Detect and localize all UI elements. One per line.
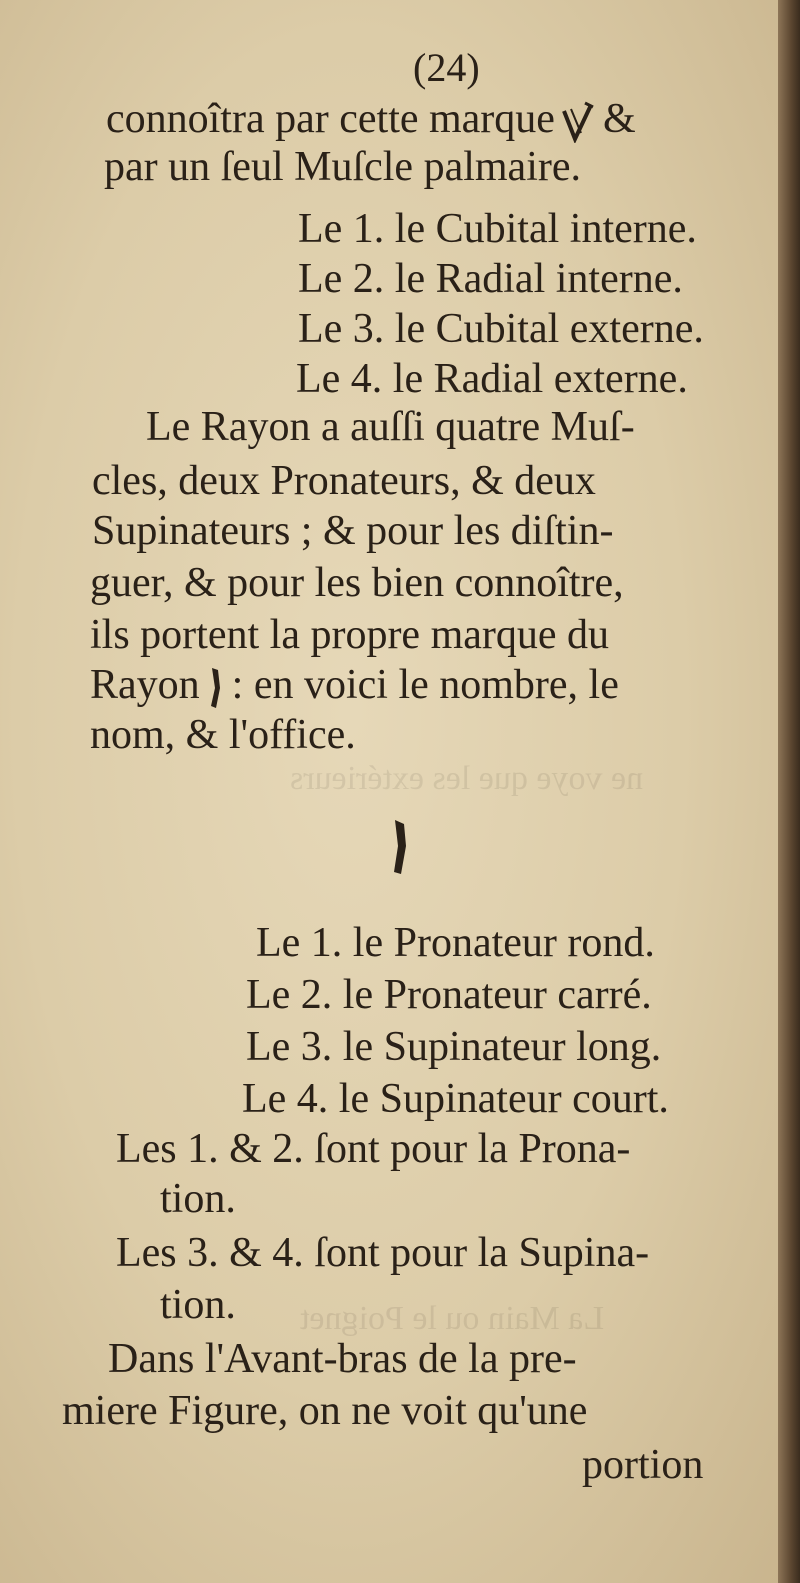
- text-line-16: Le 3. le Supinateur long.: [246, 1024, 662, 1070]
- text-line-9: Supinateurs ; & pour les diſtin-: [92, 508, 614, 554]
- text-line-8: cles, deux Pronateurs, & deux: [92, 458, 596, 504]
- text-line-15: Le 2. le Pronateur carré.: [246, 972, 652, 1018]
- palmar-mark-icon: [561, 101, 597, 143]
- text-line-6: Le 4. le Radial externe.: [296, 356, 688, 402]
- text-line-12: Rayon : en voici le nombre, le: [90, 661, 619, 710]
- text-line-7: Le Rayon a auſſi quatre Muſ-: [146, 404, 635, 450]
- text-line-22: Dans l'Avant-bras de la pre-: [108, 1336, 577, 1382]
- radius-mark-icon: [387, 818, 413, 876]
- text-line-20: Les 3. & 4. ſont pour la Supina-: [116, 1230, 650, 1276]
- text-line-3: Le 1. le Cubital interne.: [298, 206, 697, 252]
- text-line-4: Le 2. le Radial interne.: [298, 256, 683, 302]
- text-line-10: guer, & pour les bien connoître,: [90, 560, 624, 606]
- show-through-text: ne voye que les extérieurs: [290, 760, 644, 797]
- text-line-2: par un ſeul Muſcle palmaire.: [104, 144, 581, 190]
- catchword: portion: [582, 1442, 704, 1488]
- show-through-text: La Main ou le Poignet: [300, 1300, 605, 1337]
- text-line-11: ils portent la propre marque du: [90, 612, 610, 658]
- page-gutter-shadow: [778, 0, 800, 1583]
- radius-mark-icon: [206, 666, 226, 710]
- text-line-13: nom, & l'office.: [90, 712, 356, 758]
- text-line-1: connoîtra par cette marque &: [106, 96, 636, 142]
- radius-mark-figure: [0, 818, 800, 876]
- text-line-23: miere Figure, on ne voit qu'une: [62, 1388, 588, 1434]
- text-line-19: tion.: [160, 1176, 236, 1222]
- text-line-18: Les 1. & 2. ſont pour la Prona-: [116, 1126, 631, 1172]
- text-line-14: Le 1. le Pronateur rond.: [256, 920, 655, 966]
- page-number: (24): [413, 45, 480, 90]
- text-line-17: Le 4. le Supinateur court.: [242, 1076, 669, 1122]
- text-line-21: tion.: [160, 1282, 236, 1328]
- text-line-5: Le 3. le Cubital externe.: [298, 306, 704, 352]
